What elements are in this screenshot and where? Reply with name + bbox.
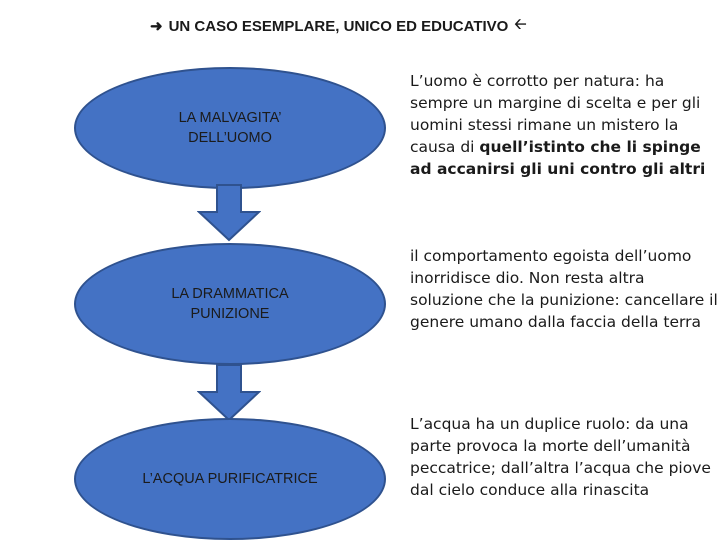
description-malvagita-bold: quell’istinto che li spinge ad accanirsi gli uni contro gli altri (410, 138, 706, 178)
ellipse-label-acqua: L’ACQUA PURIFICATRICE (142, 471, 318, 487)
description-acqua-plain: L’acqua ha un duplice ruolo: da una parte provoca la morte dell’umanità peccatrice; dall’altra l’acqua che piove dal cielo conduce alla rinascita (410, 415, 711, 499)
ellipse-label-punizione: LA DRAMMATICA PUNIZIONE (171, 286, 289, 322)
arrow-left-icon: 🡠 (514, 15, 527, 33)
description-punizione-plain: il comportamento egoista dell’uomo inorridisce dio. Non resta altra soluzione che la punizione: cancellare il genere umano dalla faccia della terra (410, 247, 718, 331)
ellipse-acqua (74, 418, 386, 540)
down-arrow-icon (197, 364, 261, 422)
ellipse-label-malvagita: LA MALVAGITA’ DELL’UOMO (178, 110, 282, 146)
description-malvagita (410, 70, 720, 180)
down-arrow-icon (197, 184, 261, 242)
description-malvagita-plain: L’uomo è corrotto per natura: ha sempre un margine di scelta e per gli uomini stessi rimane un mistero la causa di (410, 72, 701, 156)
ellipse-malvagita (74, 67, 386, 189)
description-punizione (410, 245, 720, 333)
ellipse-punizione (74, 243, 386, 365)
title-text: UN CASO ESEMPLARE, UNICO ED EDUCATIVO (168, 17, 509, 35)
arrow-right-icon: ➜ (150, 18, 163, 35)
page-title (150, 12, 570, 40)
description-acqua (410, 413, 720, 501)
